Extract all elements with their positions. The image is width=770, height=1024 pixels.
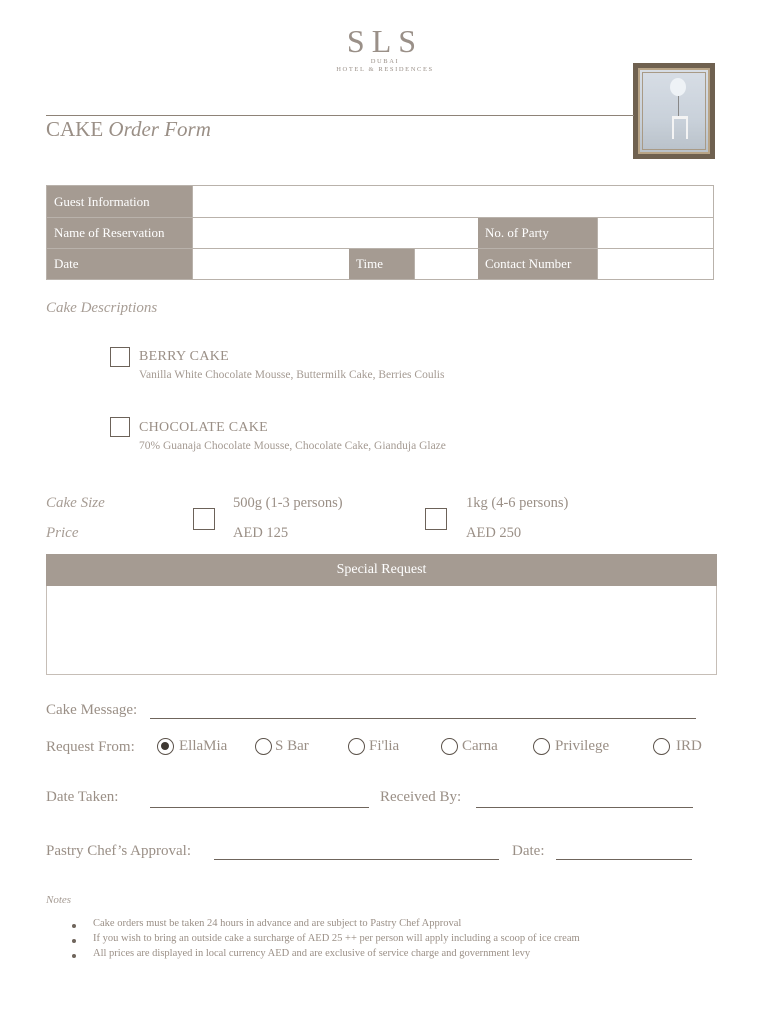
- chocolate-cake-name: CHOCOLATE CAKE: [139, 420, 269, 435]
- pastry-chef-approval-label: Pastry Chef’s Approval:: [46, 843, 191, 859]
- approval-date-label: Date:: [512, 843, 545, 859]
- logo-sub-line1: DUBAI: [370, 58, 400, 65]
- note-item: If you wish to bring an outside cake a surcharge of AED 25 ++ per person will apply including a scoop of ice cream: [93, 933, 580, 944]
- chocolate-cake-description: 70% Guanaja Chocolate Mousse, Chocolate Cake, Gianduja Glaze: [139, 440, 446, 452]
- special-request-header: Special Request: [46, 554, 717, 586]
- berry-cake-description: Vanilla White Chocolate Mousse, Buttermilk Cake, Berries Coulis: [139, 369, 445, 381]
- special-request-field[interactable]: [46, 586, 717, 675]
- time-field[interactable]: [414, 249, 478, 279]
- name-of-reservation-label: Name of Reservation: [47, 218, 192, 248]
- date-taken-label: Date Taken:: [46, 789, 119, 805]
- title-italic: Order Form: [108, 117, 211, 141]
- date-taken-field[interactable]: [150, 807, 369, 808]
- chair-shape: [672, 116, 688, 139]
- radio-s-bar[interactable]: [255, 738, 272, 755]
- note-bullet: [72, 924, 76, 928]
- radio-carna-label: Carna: [462, 738, 498, 754]
- radio-ird-label: IRD: [676, 738, 702, 754]
- contact-number-field[interactable]: [597, 249, 713, 279]
- chocolate-cake-checkbox[interactable]: [110, 417, 130, 437]
- cake-message-field[interactable]: [150, 718, 696, 719]
- sls-logo: [330, 24, 440, 74]
- note-item: Cake orders must be taken 24 hours in advance and are subject to Pastry Chef Approval: [93, 918, 462, 929]
- size-1kg-checkbox[interactable]: [425, 508, 447, 530]
- note-bullet: [72, 939, 76, 943]
- berry-cake-checkbox[interactable]: [110, 347, 130, 367]
- title-rule: [46, 115, 634, 116]
- guest-information-label: Guest Information: [47, 186, 192, 217]
- no-of-party-field[interactable]: [597, 218, 713, 248]
- logo-main-text: SLS: [346, 23, 424, 59]
- received-by-label: Received By:: [380, 789, 462, 805]
- cake-message-label: Cake Message:: [46, 702, 138, 718]
- pastry-chef-approval-field[interactable]: [214, 859, 499, 860]
- size-1kg-label: 1kg (4-6 persons): [466, 495, 569, 511]
- radio-filia-label: Fi'lia: [369, 738, 400, 754]
- guest-information-field[interactable]: [192, 186, 713, 217]
- size-500g-checkbox[interactable]: [193, 508, 215, 530]
- date-field[interactable]: [192, 249, 349, 279]
- page-title: [46, 117, 211, 142]
- berry-cake-name: BERRY CAKE: [139, 349, 229, 364]
- balloon-string: [678, 96, 679, 118]
- price-label: Price: [46, 525, 79, 541]
- radio-privilege-label: Privilege: [555, 738, 610, 754]
- balloon-shape: [670, 78, 686, 96]
- notes-heading: Notes: [46, 894, 72, 906]
- title-plain: CAKE: [46, 117, 104, 141]
- radio-ird[interactable]: [653, 738, 670, 755]
- radio-ellamia-label: EllaMia: [179, 738, 228, 754]
- radio-carna[interactable]: [441, 738, 458, 755]
- size-500g-price: AED 125: [233, 525, 289, 541]
- name-of-reservation-field[interactable]: [192, 218, 478, 248]
- note-item: All prices are displayed in local currency AED and are exclusive of service charge and government levy: [93, 948, 531, 959]
- date-label: Date: [47, 249, 192, 279]
- radio-ellamia[interactable]: [157, 738, 174, 755]
- contact-number-label: Contact Number: [478, 249, 597, 279]
- size-500g-label: 500g (1-3 persons): [233, 495, 343, 511]
- no-of-party-label: No. of Party: [478, 218, 597, 248]
- approval-date-field[interactable]: [556, 859, 692, 860]
- time-label: Time: [349, 249, 414, 279]
- request-from-label: Request From:: [46, 739, 135, 755]
- radio-filia[interactable]: [348, 738, 365, 755]
- logo-sub-line2: HOTEL & RESIDENCES: [336, 66, 434, 73]
- cake-descriptions-heading: Cake Descriptions: [46, 300, 158, 316]
- size-1kg-price: AED 250: [466, 525, 522, 541]
- radio-s-bar-label: S Bar: [275, 738, 309, 754]
- guest-info-table: [46, 185, 714, 280]
- framed-photo: [633, 63, 715, 159]
- received-by-field[interactable]: [476, 807, 693, 808]
- radio-privilege[interactable]: [533, 738, 550, 755]
- note-bullet: [72, 954, 76, 958]
- cake-size-label: Cake Size: [46, 495, 105, 511]
